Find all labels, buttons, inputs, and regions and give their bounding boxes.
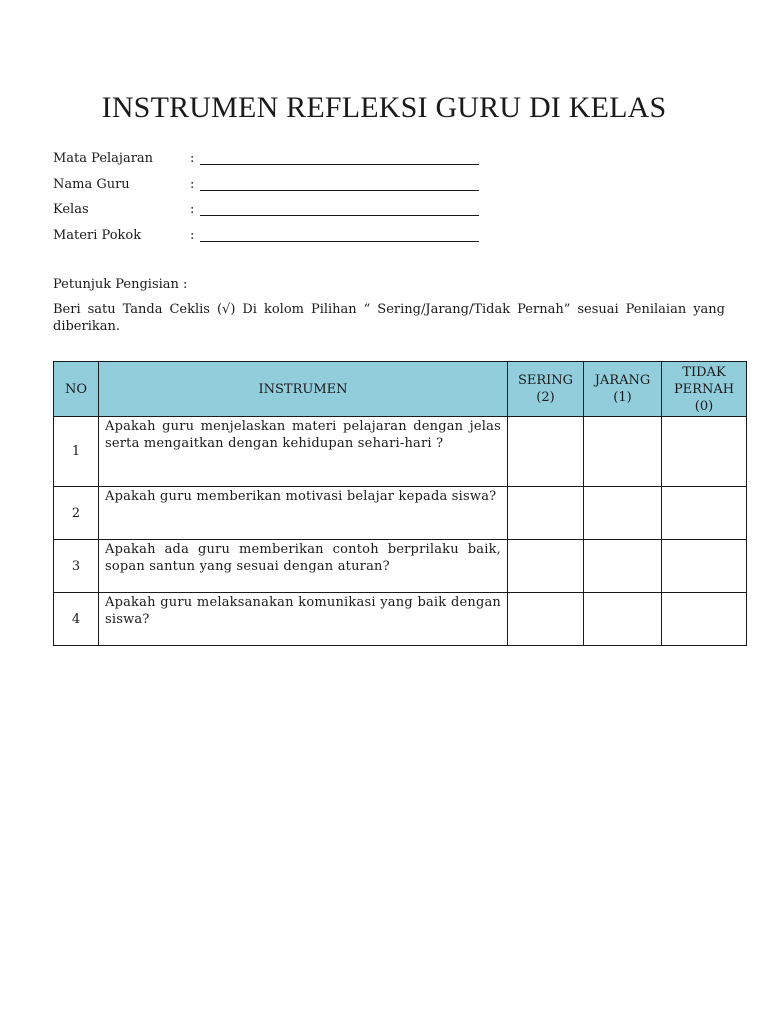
instrument-table [53, 361, 747, 646]
instructions-heading: Petunjuk Pengisian : [53, 277, 188, 292]
materi-pokok-blank-line[interactable] [200, 227, 479, 242]
sering-checkbox-cell[interactable] [508, 487, 584, 540]
jarang-checkbox-cell[interactable] [584, 487, 662, 540]
table-row [54, 487, 747, 540]
info-label: Kelas [53, 202, 89, 217]
sering-checkbox-cell[interactable] [508, 593, 584, 646]
row-number: 1 [54, 417, 99, 487]
question-text: Apakah ada guru memberikan contoh berprilaku baik, sopan santun yang sesuai dengan aturan? [99, 540, 508, 593]
header-sering-score: (2) [536, 390, 555, 405]
question-text: Apakah guru menjelaskan materi pelajaran dengan jelas serta mengaitkan dengan kehidupan sehari-hari ? [99, 417, 508, 487]
header-jarang-label: JARANG [594, 373, 651, 388]
row-number: 2 [54, 487, 99, 540]
info-row-kelas [53, 201, 479, 227]
header-jarang [584, 362, 662, 417]
header-tidak-pernah-label-line1: TIDAK [682, 364, 726, 380]
tidak-pernah-checkbox-cell[interactable] [662, 593, 747, 646]
header-no [54, 362, 99, 417]
table-row [54, 417, 747, 487]
info-label: Nama Guru [53, 176, 130, 192]
kelas-blank-line[interactable] [200, 201, 479, 216]
table-row [54, 593, 747, 646]
sering-checkbox-cell[interactable] [508, 417, 584, 487]
info-label: Materi Pokok [53, 227, 142, 243]
info-colon: : [190, 202, 195, 217]
tidak-pernah-checkbox-cell[interactable] [662, 540, 747, 593]
sering-checkbox-cell[interactable] [508, 540, 584, 593]
jarang-checkbox-cell[interactable] [584, 417, 662, 487]
header-jarang-score: (1) [613, 390, 632, 405]
row-number: 4 [54, 593, 99, 646]
header-instrumen [99, 362, 508, 417]
info-row-mata-pelajaran [53, 150, 479, 176]
tidak-pernah-checkbox-cell[interactable] [662, 417, 747, 487]
row-number: 3 [54, 540, 99, 593]
info-colon: : [190, 176, 195, 192]
question-text: Apakah guru memberikan motivasi belajar kepada siswa? [99, 487, 508, 540]
info-colon: : [190, 151, 195, 166]
jarang-checkbox-cell[interactable] [584, 540, 662, 593]
header-sering-label: SERING [517, 373, 574, 388]
info-label: Mata Pelajaran [53, 151, 154, 166]
header-instrumen-label: INSTRUMEN [258, 381, 348, 397]
tidak-pernah-checkbox-cell[interactable] [662, 487, 747, 540]
info-fields [53, 150, 479, 252]
info-colon: : [190, 227, 195, 243]
header-no-label: NO [64, 381, 88, 397]
nama-guru-blank-line[interactable] [200, 176, 479, 191]
table-header-row [54, 362, 747, 417]
info-row-nama-guru [53, 176, 479, 202]
mata-pelajaran-blank-line[interactable] [200, 150, 479, 165]
page-title: INSTRUMEN REFLEKSI GURU DI KELAS [101, 91, 667, 124]
header-tidak-pernah [662, 362, 747, 417]
question-text: Apakah guru melaksanakan komunikasi yang baik dengan siswa? [99, 593, 508, 646]
info-row-materi-pokok [53, 227, 479, 253]
table-row [54, 540, 747, 593]
header-tidak-pernah-label-line2: PERNAH [673, 381, 735, 397]
jarang-checkbox-cell[interactable] [584, 593, 662, 646]
instructions-body: Beri satu Tanda Ceklis (√) Di kolom Pilihan “ Sering/Jarang/Tidak Pernah” sesuai Penilaian yang diberikan. [53, 302, 725, 334]
header-tidak-pernah-score: (0) [694, 398, 714, 414]
header-sering [508, 362, 584, 417]
